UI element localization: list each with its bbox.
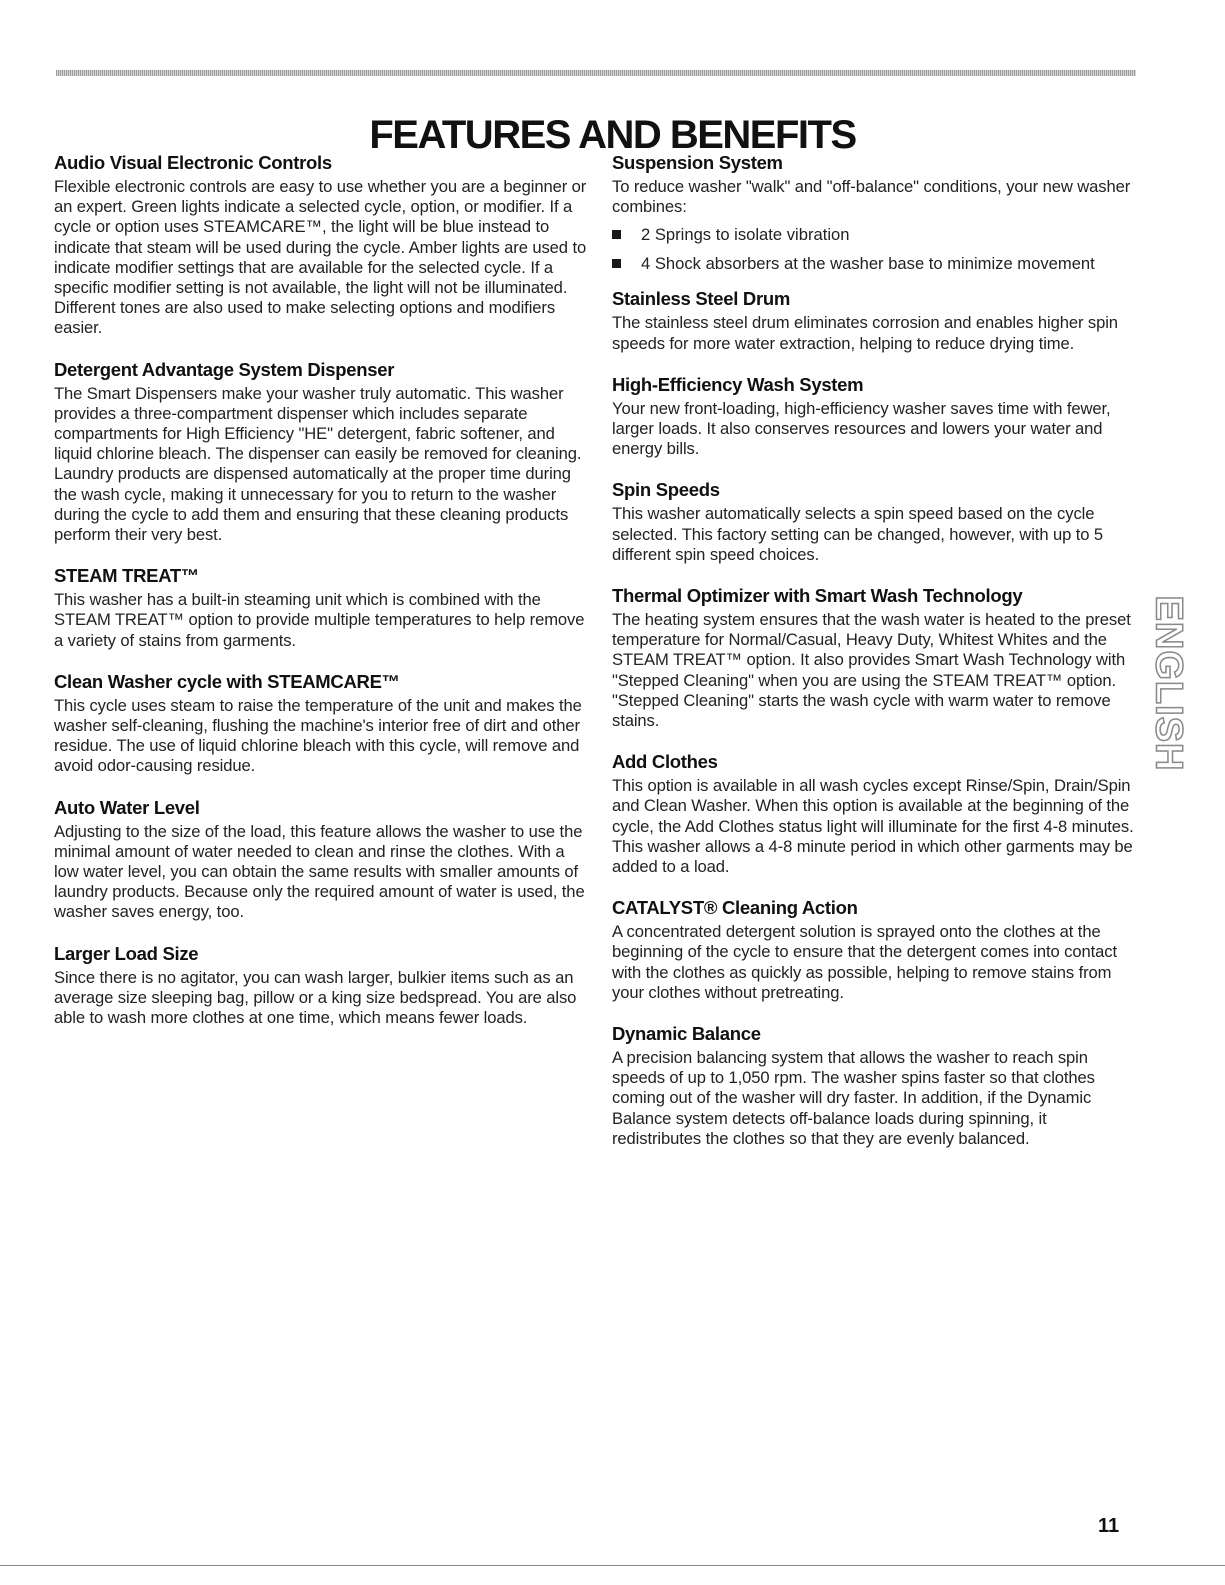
section-body: The stainless steel drum eliminates corrosion and enables higher spin speeds for more water extraction, helping to reduce drying time.: [612, 313, 1118, 353]
section-heading: Audio Visual Electronic Controls: [54, 152, 332, 173]
section-clean-washer-cycle: [54, 671, 590, 777]
section-body: Since there is no agitator, you can wash larger, bulkier items such as an average size sleeping bag, pillow or a king size bedspread. You are also able to wash more clothes at one time, which means fewer loads.: [54, 967, 577, 1028]
section-dynamic-balance: [612, 1023, 1140, 1149]
section-heading: Thermal Optimizer with Smart Wash Technology: [612, 585, 1023, 607]
section-heading: Add Clothes: [612, 751, 718, 773]
bottom-rule: [0, 1565, 1225, 1566]
list-item-text: 2 Springs to isolate vibration: [641, 225, 850, 245]
section-thermal-optimizer: [612, 585, 1140, 731]
top-rule: [56, 70, 1136, 76]
section-suspension-system: [612, 152, 1140, 274]
bullet-list: [612, 225, 1140, 274]
section-heading: High-Efficiency Wash System: [612, 373, 864, 395]
list-item-text: 4 Shock absorbers at the washer base to minimize movement: [641, 254, 1095, 274]
section-body: This cycle uses steam to raise the temperature of the unit and makes the washer self-cleaning, flushing the machine's interior free of dirt and other residue. The use of liquid chlorine bleach with this cycle, will remove and avoid odor-causing residue.: [54, 695, 582, 776]
left-column: [54, 152, 590, 1048]
page-number: 11: [1098, 1515, 1120, 1537]
section-high-efficiency-wash: [612, 374, 1140, 460]
section-body: Flexible electronic controls are easy to use whether you are a beginner or an expert. Green lights indicate a selected cycle, option, or modifier. If a cycle or option uses STEAMCARE™, the light will be blue instead to indicate that steam will be used during the cycle. Amber lights are used to indicate modifier settings that are available for the selected cycle. If a specific modifier setting is not available, the light will not be illuminated. Different tones are also used to make selecting options and modifiers easier.: [54, 177, 587, 338]
bullet-square-icon: [612, 230, 621, 239]
list-item: [612, 254, 1140, 274]
section-body: This washer has a built-in steaming unit which is combined with the STEAM TREAT™ option to provide multiple temperatures to help remove a variety of stains from garments.: [54, 590, 585, 650]
section-detergent-dispenser: [54, 359, 590, 546]
section-body: The heating system ensures that the wash water is heated to the preset temperature for Normal/Casual, Heavy Duty, Whitest Whites and the STEAM TREAT™ option. It also provides Smart Wash Technology with "Stepped Cleaning" when you are using the STEAM TREAT™ option. "Stepped Cleaning" starts the wash cycle with warm water to remove stains.: [612, 610, 1131, 731]
section-stainless-steel-drum: [612, 288, 1140, 353]
section-body: This option is available in all wash cycles except Rinse/Spin, Drain/Spin and Clean Washer. When this option is available at the beginning of the cycle, the Add Clothes status light will illuminate for the first 4-8 minutes. This washer allows a 4-8 minute period in which other garments may be added to a load.: [612, 776, 1134, 877]
section-auto-water-level: [54, 797, 590, 923]
section-heading: CATALYST® Cleaning Action: [612, 897, 858, 919]
section-steam-treat: [54, 565, 590, 651]
section-audio-visual-controls: [54, 152, 590, 339]
section-body: Adjusting to the size of the load, this feature allows the washer to use the minimal amount of water needed to clean and rinse the clothes. With a low water level, you can obtain the same results with smaller amounts of laundry products. Because only the required amount of water is used, the washer saves energy, too.: [54, 821, 585, 922]
section-heading: Dynamic Balance: [612, 1023, 761, 1045]
language-side-tab-label: ENGLISH: [1147, 595, 1190, 771]
section-add-clothes: [612, 751, 1140, 877]
bullet-square-icon: [612, 259, 621, 268]
right-column: [612, 152, 1140, 1169]
section-catalyst-cleaning: [612, 897, 1140, 1003]
section-body: Your new front-loading, high-efficiency washer saves time with fewer, larger loads. It also conserves resources and lowers your water and energy bills.: [612, 398, 1111, 459]
section-body: A concentrated detergent solution is sprayed onto the clothes at the beginning of the cycle to ensure that the detergent comes into contact with the clothes as quickly as possible, helping to remove stains from your clothes without pretreating.: [612, 922, 1117, 1002]
section-body: The Smart Dispensers make your washer truly automatic. This washer provides a three-compartment dispenser which includes separate compartments for High Efficiency "HE" detergent, fabric softener, and liquid chlorine bleach. The dispenser can easily be removed for cleaning. Laundry products are dispensed automatically at the proper time during the wash cycle, making it unnecessary for you to return to the washer during the cycle to add them and ensuring that these cleaning products perform their very best.: [54, 383, 582, 545]
section-body: A precision balancing system that allows the washer to reach spin speeds of up to 1,050 rpm. The washer spins faster so that clothes coming out of the washer will dry faster. In addition, if the Dynamic Balance system detects off-balance loads during spinning, it redistributes the clothes so that they are evenly balanced.: [612, 1048, 1095, 1148]
page-title: FEATURES AND BENEFITS: [369, 112, 856, 157]
section-heading: STEAM TREAT™: [54, 565, 200, 587]
section-heading: Suspension System: [612, 152, 783, 173]
list-item: [612, 225, 1140, 245]
section-heading: Detergent Advantage System Dispenser: [54, 358, 395, 380]
section-heading: Spin Speeds: [612, 479, 720, 501]
section-heading: Auto Water Level: [54, 796, 200, 818]
language-side-tab: [1148, 578, 1188, 788]
section-heading: Clean Washer cycle with STEAMCARE™: [54, 670, 400, 692]
section-larger-load-size: [54, 943, 590, 1029]
section-spin-speeds: [612, 479, 1140, 565]
section-heading: Stainless Steel Drum: [612, 288, 791, 310]
section-heading: Larger Load Size: [54, 942, 199, 964]
section-body: This washer automatically selects a spin speed based on the cycle selected. This factory setting can be changed, however, with up to 5 different spin speed choices.: [612, 504, 1104, 564]
section-body: To reduce washer "walk" and "off-balance" conditions, your new washer combines:: [612, 177, 1131, 217]
